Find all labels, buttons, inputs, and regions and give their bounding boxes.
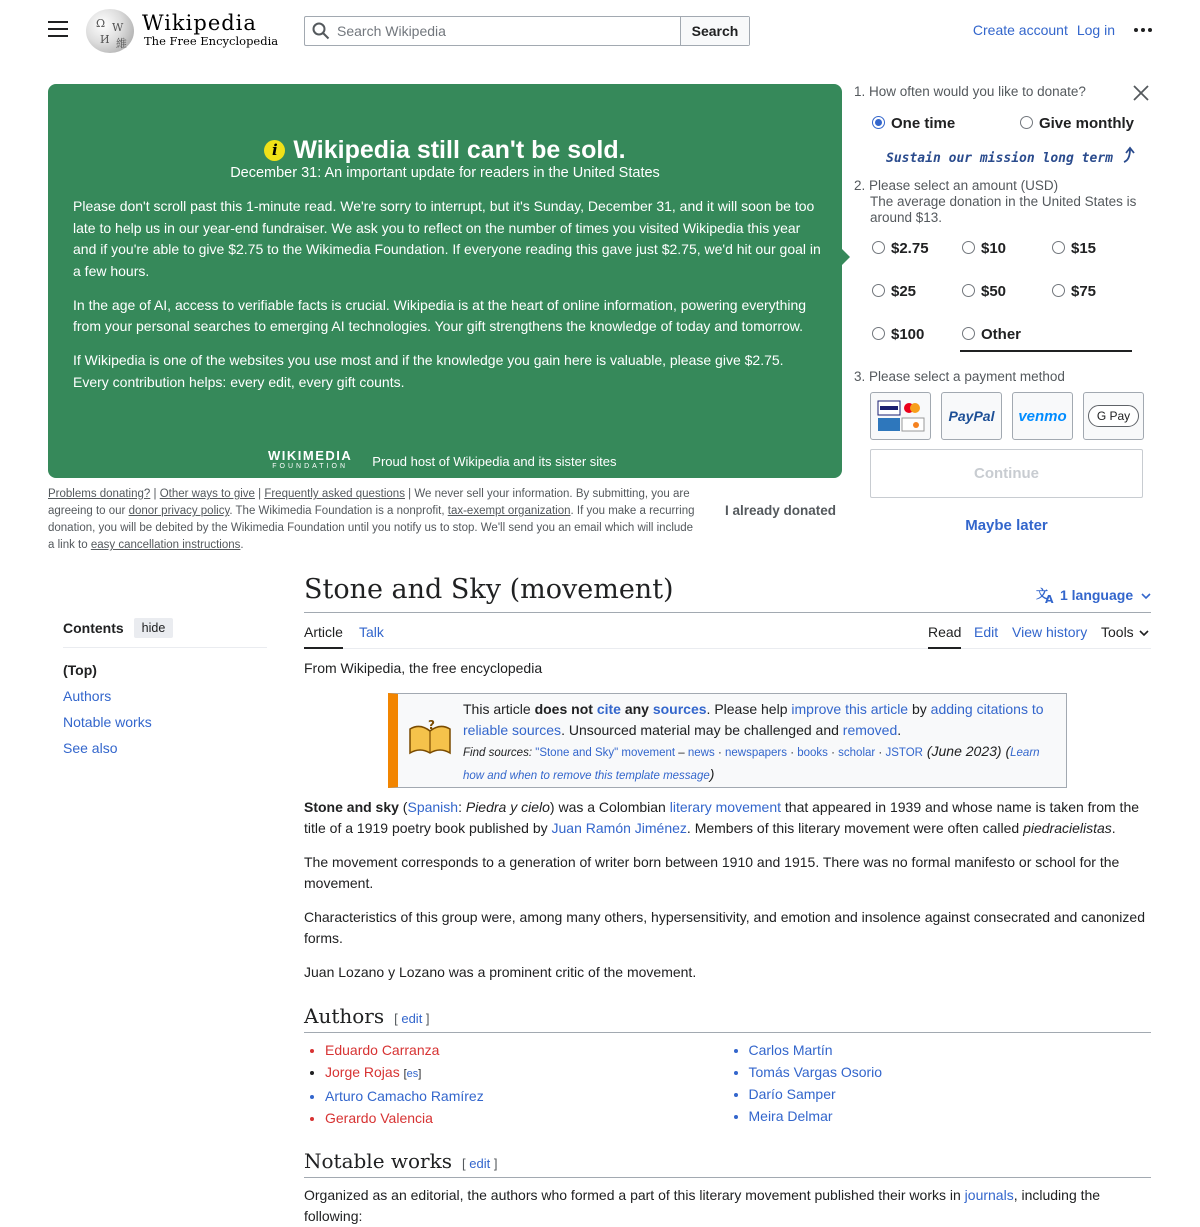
legal-text-part: . The Wikimedia Foundation is a nonprofit,	[229, 505, 448, 517]
wikipedia-wordmark[interactable]: Wikipedia	[142, 11, 257, 35]
authors-column	[749, 1039, 1152, 1129]
paragraph	[304, 1185, 1151, 1227]
spanish-link[interactable]: Spanish	[407, 799, 459, 815]
separator: –	[675, 747, 688, 759]
toc-item-top[interactable]: (Top)	[63, 662, 97, 678]
amount-option[interactable]	[1052, 240, 1137, 258]
step-1-label: 1. How often would you like to donate?	[854, 84, 1086, 99]
list-item[interactable]: • Arturo Camacho Ramírez	[325, 1085, 728, 1107]
text-part: . Members of this literary movement were often called	[686, 820, 1024, 836]
faq-link[interactable]: Frequently asked questions	[264, 488, 405, 500]
other-amount-input[interactable]	[960, 350, 1132, 352]
article	[304, 574, 1151, 1227]
amount-option[interactable]	[962, 283, 1052, 301]
svg-text:?: ?	[428, 718, 435, 732]
subject-name: Stone and sky	[304, 799, 399, 815]
amount-label: $100	[891, 326, 925, 343]
legal-text: Problems donating? | Other ways to give | Frequently asked questions | We never sell your information. By submitting, you are agreeing to our donor privacy policy. The Wikimedia Foundation is a nonprofit, tax-exempt organization. If you make a recurring donation, you will be debited by the Wikimedia Foundation until you notify us to stop. We'll send you an email which will include a link to easy cancellation instructions.	[48, 488, 695, 551]
amount-radio[interactable]	[962, 327, 975, 340]
amount-option[interactable]	[962, 240, 1052, 258]
banner-subtitle: December 31: An important update for readers in the United States	[230, 165, 660, 181]
notice-text-part: .	[897, 722, 902, 738]
text-part: that appeared in 1939 and whose name is taken from the title of a 1919 poetry book published by	[304, 799, 1140, 836]
main-menu-icon[interactable]	[48, 21, 68, 39]
authors-heading-text: Authors	[304, 1004, 385, 1028]
translate-icon	[1036, 586, 1056, 604]
language-count: 1 language	[1059, 587, 1134, 603]
amount-label: $10	[981, 240, 1007, 257]
text-part: , including the following:	[304, 1187, 1101, 1224]
search-input[interactable]	[337, 17, 680, 45]
already-donated-button[interactable]: I already donated	[725, 503, 837, 518]
notice-text-bold: any	[620, 701, 653, 717]
continue-button[interactable]: Continue	[870, 449, 1143, 498]
amount-option[interactable]	[872, 240, 962, 258]
newspapers-link[interactable]: newspapers	[724, 747, 787, 759]
tools-menu[interactable]	[1101, 624, 1149, 640]
amount-radio[interactable]	[1052, 284, 1065, 297]
tab-view-history[interactable]: View history	[1012, 624, 1088, 640]
paragraph: The movement corresponds to a generation of writer born between 1910 and 1915. There was no formal manifesto or school for the movement.	[304, 854, 1120, 891]
one-time-label: One time	[891, 115, 956, 132]
more-options-icon[interactable]	[1134, 28, 1152, 32]
amount-label: $2.75	[891, 240, 929, 257]
banner-footer-text: Proud host of Wikipedia and its sister sites	[372, 453, 617, 469]
credit-card-button[interactable]	[870, 392, 931, 440]
paypal-button[interactable]: PayPal	[941, 392, 1002, 440]
list-item	[325, 1061, 728, 1085]
learn-more-link[interactable]: Learn how and when to remove this template message	[463, 747, 1040, 782]
legal-text-part: .	[240, 539, 244, 551]
step-3-label: 3. Please select a payment method	[854, 369, 1065, 384]
sustain-text: Sustain our mission long term	[886, 151, 1113, 166]
close-icon[interactable]	[1132, 84, 1150, 102]
banner-body	[73, 196, 821, 406]
notice-text-part: . Unsourced material may be challenged and	[561, 722, 843, 738]
average-donation-note: The average donation in the United States is around $13.	[870, 194, 1137, 225]
edit-section: [ edit ]	[394, 1011, 430, 1026]
banner-pointer	[841, 248, 850, 266]
frequency-options	[872, 115, 1134, 132]
problems-donating-link[interactable]: Problems donating?	[48, 488, 151, 500]
notice-text-bold: does not	[534, 701, 597, 717]
chevron-down-icon	[1141, 592, 1151, 600]
amount-label: $50	[981, 283, 1007, 300]
amount-label: $25	[891, 283, 917, 300]
list-item[interactable]: • Gerardo Valencia	[325, 1107, 728, 1129]
payment-methods	[870, 392, 1144, 440]
text-part: Organized as an editorial, the authors who formed a part of this literary movement published their works in	[304, 1187, 965, 1203]
sustain-note	[886, 146, 1139, 166]
piedracielistas-term: piedracielistas	[1023, 820, 1112, 836]
fundraising-banner	[48, 84, 842, 478]
amount-radio[interactable]	[962, 241, 975, 254]
table-of-contents	[63, 618, 267, 761]
banner-paragraph: Please don't scroll past this 1-minute read. We're sorry to interrupt, but it's Sunday, December 31, and it will soon be too late to help us in our year-end fundraiser. We ask you to reflect on the number of times you visited Wikipedia this year and if you're able to give $2.75 to the Wikimedia Foundation. If everyone reading this gave just $2.75, we'd hit our goal in a few hours.	[73, 198, 821, 279]
amount-radio[interactable]	[872, 284, 885, 297]
toc-header	[63, 618, 267, 648]
news-link[interactable]: news	[687, 747, 715, 759]
tagline: The Free Encyclopedia	[144, 34, 279, 48]
notice-text-part: This article	[463, 701, 535, 717]
sources-link[interactable]: sources	[652, 701, 707, 717]
toc-title: Contents	[63, 620, 124, 636]
page-tabs	[304, 613, 1151, 649]
book-icon	[408, 719, 452, 757]
search-button[interactable]: Search	[680, 17, 749, 45]
banner-paragraph: In the age of AI, access to verifiable facts is crucial. Wikipedia is at the heart of online information, powering everything from your personal searches to emerging AI technologies. Your gift strengthens the knowledge of today and tomorrow.	[73, 296, 807, 334]
wikipedia-globe-logo[interactable]: Ω W И 維	[86, 9, 134, 53]
one-time-radio[interactable]	[872, 116, 885, 129]
from-wikipedia: From Wikipedia, the free encyclopedia	[304, 660, 543, 676]
notice-text	[463, 699, 1056, 787]
edit-section: [ edit ]	[462, 1156, 498, 1171]
scholar-link[interactable]: scholar	[838, 747, 876, 759]
notice-text-part: )	[709, 766, 715, 782]
toc-item-authors[interactable]: Authors	[63, 688, 112, 704]
one-time-option[interactable]	[872, 115, 955, 132]
privacy-policy-link[interactable]: donor privacy policy	[128, 505, 230, 517]
venmo-button[interactable]: venmo	[1012, 392, 1073, 440]
toc-item-notable-works[interactable]: Notable works	[63, 714, 152, 730]
amount-option[interactable]	[872, 326, 962, 344]
banner-title	[48, 136, 842, 165]
other-ways-link[interactable]: Other ways to give	[159, 488, 255, 500]
page-title: Stone and Sky (movement)	[304, 574, 1151, 613]
list-item[interactable]: • Eduardo Carranza	[325, 1039, 728, 1061]
other-amount-option[interactable]	[962, 326, 1052, 344]
text-part: (	[398, 799, 408, 815]
find-sources-line: Find sources: "Stone and Sky" movement – news · newspapers · books · scholar · JSTOR (June 2023) (Learn how and when to remove this template message)	[463, 743, 1040, 782]
maybe-later-button[interactable]: Maybe later	[965, 517, 1048, 534]
jstor-link[interactable]: JSTOR	[885, 747, 923, 759]
banner-footer	[268, 450, 617, 472]
intro-paragraph	[304, 797, 1151, 839]
tab-edit[interactable]: Edit	[974, 624, 999, 640]
tax-exempt-link[interactable]: tax-exempt organization	[447, 505, 571, 517]
amount-option[interactable]	[1052, 283, 1137, 301]
google-pay-button[interactable]	[1083, 392, 1144, 440]
spanish-name: Piedra y cielo	[465, 799, 550, 815]
no-sources-notice	[388, 693, 1067, 788]
monthly-radio[interactable]	[1020, 116, 1033, 129]
notable-works-heading-text: Notable works	[304, 1149, 452, 1173]
text-part: ) was a Colombian	[549, 799, 670, 815]
amount-label: $75	[1071, 283, 1097, 300]
monthly-label: Give monthly	[1038, 115, 1134, 132]
search-query-link[interactable]: "Stone and Sky" movement	[535, 747, 676, 759]
books-link[interactable]: books	[797, 747, 828, 759]
toc-list	[63, 657, 267, 761]
literary-movement-link[interactable]: literary movement	[669, 799, 781, 815]
improve-article-link[interactable]: improve this article	[791, 701, 909, 717]
interlanguage-link[interactable]: [es]	[403, 1068, 422, 1080]
amount-radio[interactable]	[1052, 241, 1065, 254]
info-icon: i	[264, 140, 285, 161]
list-item[interactable]: • Darío Samper	[749, 1083, 1152, 1105]
amount-options	[872, 240, 1137, 344]
edit-section-link[interactable]: edit	[469, 1156, 491, 1171]
paragraph: Characteristics of this group were, among many others, hypersensitivity, and emotion and insolence against consecrated and canonized forms.	[304, 909, 1145, 946]
amount-label: Other	[981, 326, 1022, 343]
banner-paragraph: If Wikipedia is one of the websites you use most and if the knowledge you gain here is valuable, please give $2.75. Every contribution helps: every edit, every gift counts.	[73, 352, 784, 390]
search-box	[304, 16, 750, 46]
language-button[interactable]	[1036, 586, 1151, 604]
section-heading-notable-works	[304, 1149, 1151, 1178]
tools-label: Tools	[1101, 624, 1134, 640]
notice-date: (June 2023) (	[922, 743, 1011, 759]
wikimedia-logo-subtext: FOUNDATION	[272, 463, 349, 470]
site-header	[0, 0, 1200, 62]
google-pay-label: G Pay	[1088, 405, 1139, 427]
amount-radio[interactable]	[872, 241, 885, 254]
svg-text:文: 文	[1035, 587, 1048, 601]
tab-read[interactable]: Read	[928, 624, 961, 649]
banner-title-text: Wikipedia still can't be sold.	[293, 136, 626, 164]
chevron-down-icon	[1139, 629, 1149, 637]
arrow-up-icon	[1121, 146, 1139, 164]
wikimedia-logo-text: WIKIMEDIA	[268, 448, 353, 463]
monthly-option[interactable]	[1020, 115, 1134, 132]
cite-link[interactable]: cite	[596, 701, 621, 717]
notice-text-part: . Please help	[706, 701, 792, 717]
toc-hide-button[interactable]: hide	[134, 618, 174, 638]
legal-text-part: . If you make a recurring donation, you will be debited by the Wikimedia Foundation until you notify us to stop. We'll send you an email which will include a link to	[48, 505, 695, 551]
edit-section-link[interactable]: edit	[401, 1011, 423, 1026]
amount-label: $15	[1071, 240, 1097, 257]
toc-item-see-also[interactable]: See also	[63, 740, 118, 756]
text-part: :	[458, 799, 466, 815]
removed-link[interactable]: removed	[842, 722, 898, 738]
tab-article[interactable]: Article	[304, 624, 343, 649]
cancellation-link[interactable]: easy cancellation instructions	[90, 539, 241, 551]
find-sources-label: Find sources:	[463, 747, 536, 759]
create-account-link[interactable]: Create account	[972, 22, 1068, 38]
journals-link[interactable]: journals	[964, 1187, 1014, 1203]
list-item[interactable]: • Tomás Vargas Osorio	[749, 1061, 1152, 1083]
amount-option[interactable]	[872, 283, 962, 301]
search-icon	[305, 17, 337, 45]
list-item[interactable]: • Meira Delmar	[749, 1105, 1152, 1127]
card-logos-icon	[876, 399, 926, 433]
juan-ramon-jimenez-link[interactable]: Juan Ramón Jiménez	[551, 820, 687, 836]
authors-list	[304, 1039, 1151, 1129]
section-heading-authors	[304, 1004, 1151, 1033]
notice-text-part: by	[908, 701, 931, 717]
log-in-link[interactable]: Log in	[1076, 22, 1115, 38]
es-link[interactable]: es	[406, 1068, 419, 1080]
author-link[interactable]: Jorge Rojas	[325, 1064, 400, 1080]
tab-talk[interactable]: Talk	[359, 624, 384, 640]
list-item[interactable]: • Carlos Martín	[749, 1039, 1152, 1061]
adding-citations-link[interactable]: adding citations to reliable sources	[463, 701, 1044, 738]
legal-text-part: | We never sell your information. By submitting, you are agreeing to our	[48, 488, 690, 517]
text-part: .	[1111, 820, 1116, 836]
authors-column	[325, 1039, 728, 1129]
paragraph: Juan Lozano y Lozano was a prominent critic of the movement.	[304, 964, 697, 980]
svg-text:A: A	[1044, 593, 1054, 606]
amount-radio[interactable]	[962, 284, 975, 297]
amount-radio[interactable]	[872, 327, 885, 340]
step-2-label: 2. Please select an amount (USD)	[854, 178, 1059, 193]
wikimedia-logo	[268, 450, 352, 472]
